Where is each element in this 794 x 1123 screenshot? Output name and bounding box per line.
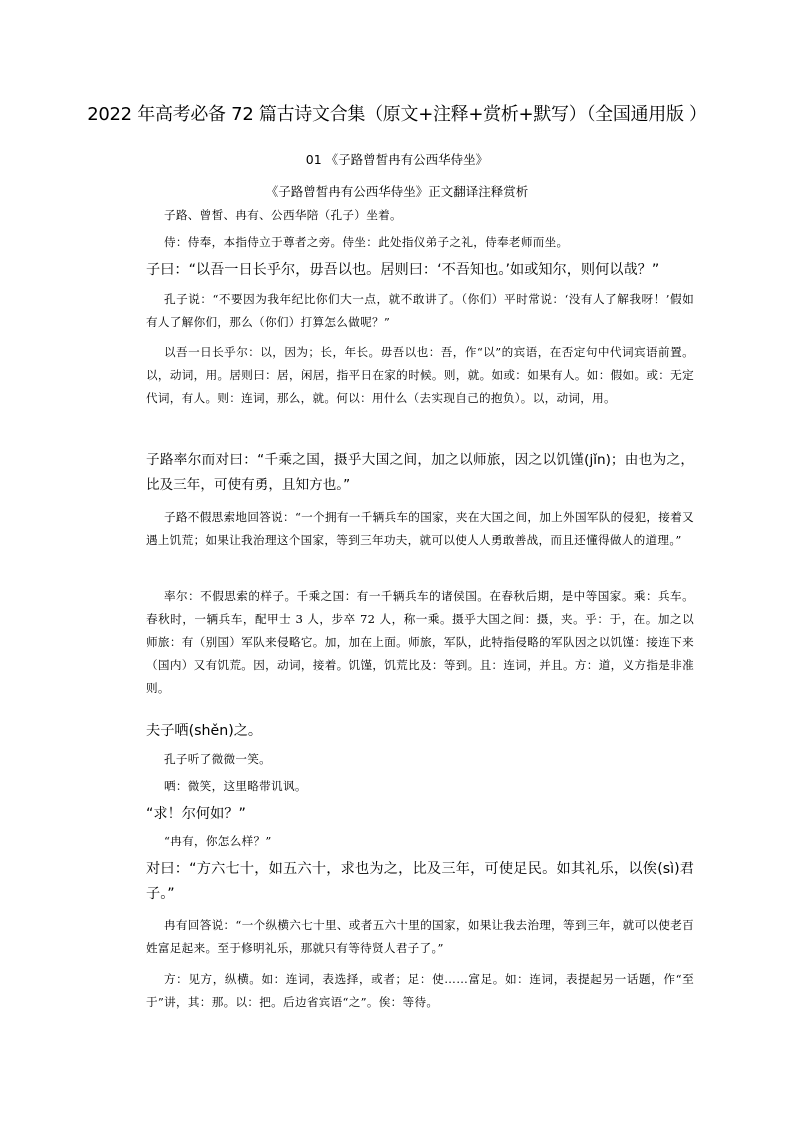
sub-heading: 《子路曾皙冉有公西华侍坐》正文翻译注释赏析 <box>265 184 529 199</box>
original-text-paragraph: 夫子哂(shěn)之。 <box>146 723 263 739</box>
document-title: 2022 年高考必备 72 篇古诗文合集（原文+注释+赏析+默写）（全国通用版 ） <box>87 104 707 125</box>
original-text-paragraph: “求！尔何如？” <box>146 806 246 822</box>
translation-paragraph: 子路不假思索地回答说：“一个拥有一千辆兵车的国家，夹在大国之间，加上外国军队的侵犯，接着又遇上饥荒；如果让我治理这个国家，等到三年功夫，就可以使人人勇敢善战，而且还懂得做人的道理。” <box>146 510 694 547</box>
annotation-paragraph: 以吾一日长乎尔：以，因为；长，年长。毋吾以也：吾，作“以”的宾语，在否定句中代词宾语前置。以，动词，用。居则曰：居，闲居，指平日在家的时候。则，就。如或：如果有人。如：假如。或：无定代词，有人。则：连词，那么，就。何以：用什么（去实现自己的抱负）。以，动词，用。 <box>146 345 694 405</box>
translation-paragraph: 子路、曾皙、冉有、公西华陪（孔子）坐着。 <box>164 208 402 222</box>
original-text-paragraph: 对曰：“方六七十，如五六十，求也为之，比及三年，可使足民。如其礼乐，以俟(sì)君子。” <box>146 861 694 902</box>
original-text-paragraph: 子曰：“以吾一日长乎尔，毋吾以也。居则曰：‘不吾知也。’如或知尔，则何以哉？” <box>146 262 660 278</box>
annotation-paragraph: 率尔：不假思索的样子。千乘之国：有一千辆兵车的诸侯国。在春秋后期，是中等国家。乘：兵车。春秋时，一辆兵车，配甲士 3 人，步卒 72 人，称一乘。摄乎大国之间：摄，夹。乎：于，在。加之以师旅：有（别国）军队来侵略它。加，加在上面。师旅，军队，此特指侵略的军队因之以饥馑：接连下来（国内）又有饥荒。因，动词，接着。饥馑，饥荒比及：等到。且：连词，并且。方：道，义方指是非准则。 <box>146 589 694 695</box>
annotation-paragraph: 方：见方，纵横。如：连词，表选择，或者；足：使……富足。如：连词，表提起另一话题，作“至于”讲，其：那。以：把。后边省宾语“之”。俟：等待。 <box>146 972 694 1009</box>
translation-paragraph: “冉有，你怎么样？” <box>164 834 272 848</box>
translation-paragraph: 冉有回答说：“一个纵横六七十里、或者五六十里的国家，如果让我去治理，等到三年，就可以使老百姓富足起来。至于修明礼乐，那就只有等待贤人君子了。” <box>146 918 694 955</box>
original-text-paragraph: 子路率尔而对曰：“千乘之国，摄乎大国之间，加之以师旅，因之以饥馑(jǐn)；由也为之，比及三年，可使有勇，且知方也。” <box>146 452 694 493</box>
translation-paragraph: 孔子说：“不要因为我年纪比你们大一点，就不敢讲了。（你们）平时常说：‘没有人了解我呀！’假如有人了解你们，那么（你们）打算怎么做呢？” <box>146 292 694 329</box>
section-heading: 01 《子路曾皙冉有公西华侍坐》 <box>305 152 489 167</box>
annotation-paragraph: 侍：侍奉，本指侍立于尊者之旁。侍坐：此处指仪弟子之礼，侍奉老师而坐。 <box>164 235 569 249</box>
annotation-paragraph: 哂：微笑，这里略带讥讽。 <box>164 779 307 793</box>
translation-paragraph: 孔子听了微微一笑。 <box>164 752 272 766</box>
